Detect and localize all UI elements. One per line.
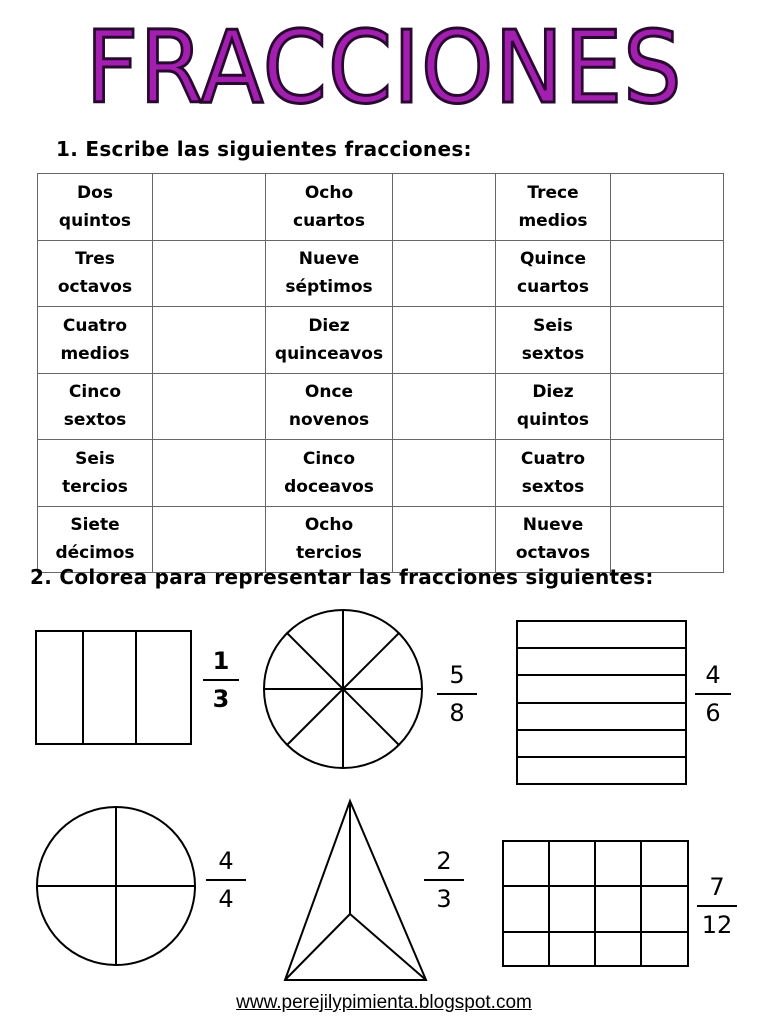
- fraction-word: octavos: [57, 277, 133, 298]
- answer-cell[interactable]: [611, 440, 724, 507]
- section-2-heading: 2. Colorea para representar las fracciones siguientes:: [30, 565, 654, 589]
- fraction-word: quinceavos: [274, 343, 384, 364]
- fraction-word-cell: [266, 240, 393, 307]
- answer-cell[interactable]: [393, 174, 496, 241]
- fraction-word: sextos: [521, 476, 585, 497]
- fraction-word: Ocho: [304, 182, 354, 203]
- answer-cell[interactable]: [393, 307, 496, 374]
- fraction-word: quintos: [516, 410, 590, 431]
- fraction-word: quintos: [58, 210, 132, 231]
- section-1-heading: 1. Escribe las siguientes fracciones:: [56, 137, 472, 161]
- fraction-word: tercios: [296, 543, 362, 564]
- fraction-label-6: 7 12: [697, 875, 737, 937]
- table-row: [38, 307, 724, 374]
- fraction-word: novenos: [288, 410, 370, 431]
- fractions-table: [37, 173, 724, 573]
- answer-cell[interactable]: [153, 440, 266, 507]
- fraction-word-cell: [496, 373, 611, 440]
- fraction-word-cell: [496, 307, 611, 374]
- table-row: [38, 506, 724, 573]
- fraction-word-cell: [38, 174, 153, 241]
- table-row: [38, 373, 724, 440]
- fraction-label-4: 4 4: [206, 849, 246, 911]
- answer-cell[interactable]: [153, 506, 266, 573]
- fraction-label-5: 2 3: [424, 849, 464, 911]
- fraction-word-cell: [38, 307, 153, 374]
- fraction-word-cell: [496, 440, 611, 507]
- fraction-word: Cuatro: [520, 448, 586, 469]
- fraction-word: Cinco: [302, 448, 356, 469]
- fraction-word: Diez: [308, 315, 350, 336]
- triangle-thirds-figure[interactable]: [282, 798, 430, 984]
- fraction-word: octavos: [515, 543, 591, 564]
- fraction-word: Seis: [533, 315, 573, 336]
- fraction-word: séptimos: [285, 277, 373, 298]
- fraction-word: Cuatro: [62, 315, 128, 336]
- fraction-word: medios: [518, 210, 588, 231]
- answer-cell[interactable]: [393, 373, 496, 440]
- fraction-word: Once: [304, 382, 354, 403]
- worksheet-title: FRACCIONES: [85, 9, 683, 126]
- answer-cell[interactable]: [153, 307, 266, 374]
- fraction-word: medios: [60, 343, 130, 364]
- fraction-label-1: 1 3: [203, 649, 239, 711]
- answer-cell[interactable]: [153, 240, 266, 307]
- fraction-word: Nueve: [522, 515, 584, 536]
- fraction-word-cell: [496, 240, 611, 307]
- grid-twelfths-figure[interactable]: [501, 839, 691, 969]
- fraction-word: Siete: [70, 515, 120, 536]
- fraction-word: Cinco: [68, 382, 122, 403]
- footer-url[interactable]: www.perejilypimienta.blogspot.com: [236, 992, 532, 1013]
- answer-cell[interactable]: [393, 240, 496, 307]
- circle-eighths-figure[interactable]: [261, 607, 425, 771]
- fraction-word: doceavos: [284, 476, 374, 497]
- fraction-word-cell: [38, 506, 153, 573]
- fraction-word: Diez: [532, 382, 574, 403]
- fraction-word: Trece: [527, 182, 579, 203]
- fraction-word: sextos: [63, 410, 127, 431]
- fraction-word-cell: [266, 506, 393, 573]
- fraction-word: sextos: [521, 343, 585, 364]
- fraction-word: tercios: [62, 476, 128, 497]
- fraction-word-cell: [266, 307, 393, 374]
- fraction-word-cell: [266, 174, 393, 241]
- answer-cell[interactable]: [611, 373, 724, 440]
- rectangle-sixths-figure[interactable]: [515, 619, 689, 787]
- fraction-word-cell: [38, 373, 153, 440]
- fraction-word: Seis: [75, 448, 115, 469]
- table-row: [38, 174, 724, 241]
- fraction-word-cell: [38, 440, 153, 507]
- fraction-word-cell: [266, 440, 393, 507]
- fraction-word: cuartos: [293, 210, 365, 231]
- fraction-word-cell: [496, 174, 611, 241]
- answer-cell[interactable]: [153, 373, 266, 440]
- fraction-word-cell: [496, 506, 611, 573]
- rectangle-thirds-figure[interactable]: [34, 629, 194, 747]
- answer-cell[interactable]: [393, 440, 496, 507]
- answer-cell[interactable]: [611, 506, 724, 573]
- fraction-word: cuartos: [517, 277, 589, 298]
- answer-cell[interactable]: [611, 240, 724, 307]
- fraction-label-2: 5 8: [437, 663, 477, 725]
- table-row: [38, 440, 724, 507]
- answer-cell[interactable]: [611, 174, 724, 241]
- fraction-word: Tres: [75, 249, 115, 270]
- answer-cell[interactable]: [153, 174, 266, 241]
- fraction-word-cell: [38, 240, 153, 307]
- fraction-word: Dos: [77, 182, 113, 203]
- table-row: [38, 240, 724, 307]
- fraction-word: Quince: [519, 249, 587, 270]
- fraction-word: Ocho: [304, 515, 354, 536]
- answer-cell[interactable]: [611, 307, 724, 374]
- fraction-word-cell: [266, 373, 393, 440]
- answer-cell[interactable]: [393, 506, 496, 573]
- fraction-label-3: 4 6: [695, 663, 731, 725]
- fraction-word: Nueve: [298, 249, 360, 270]
- circle-quarters-figure[interactable]: [34, 804, 198, 968]
- fraction-word: décimos: [55, 543, 135, 564]
